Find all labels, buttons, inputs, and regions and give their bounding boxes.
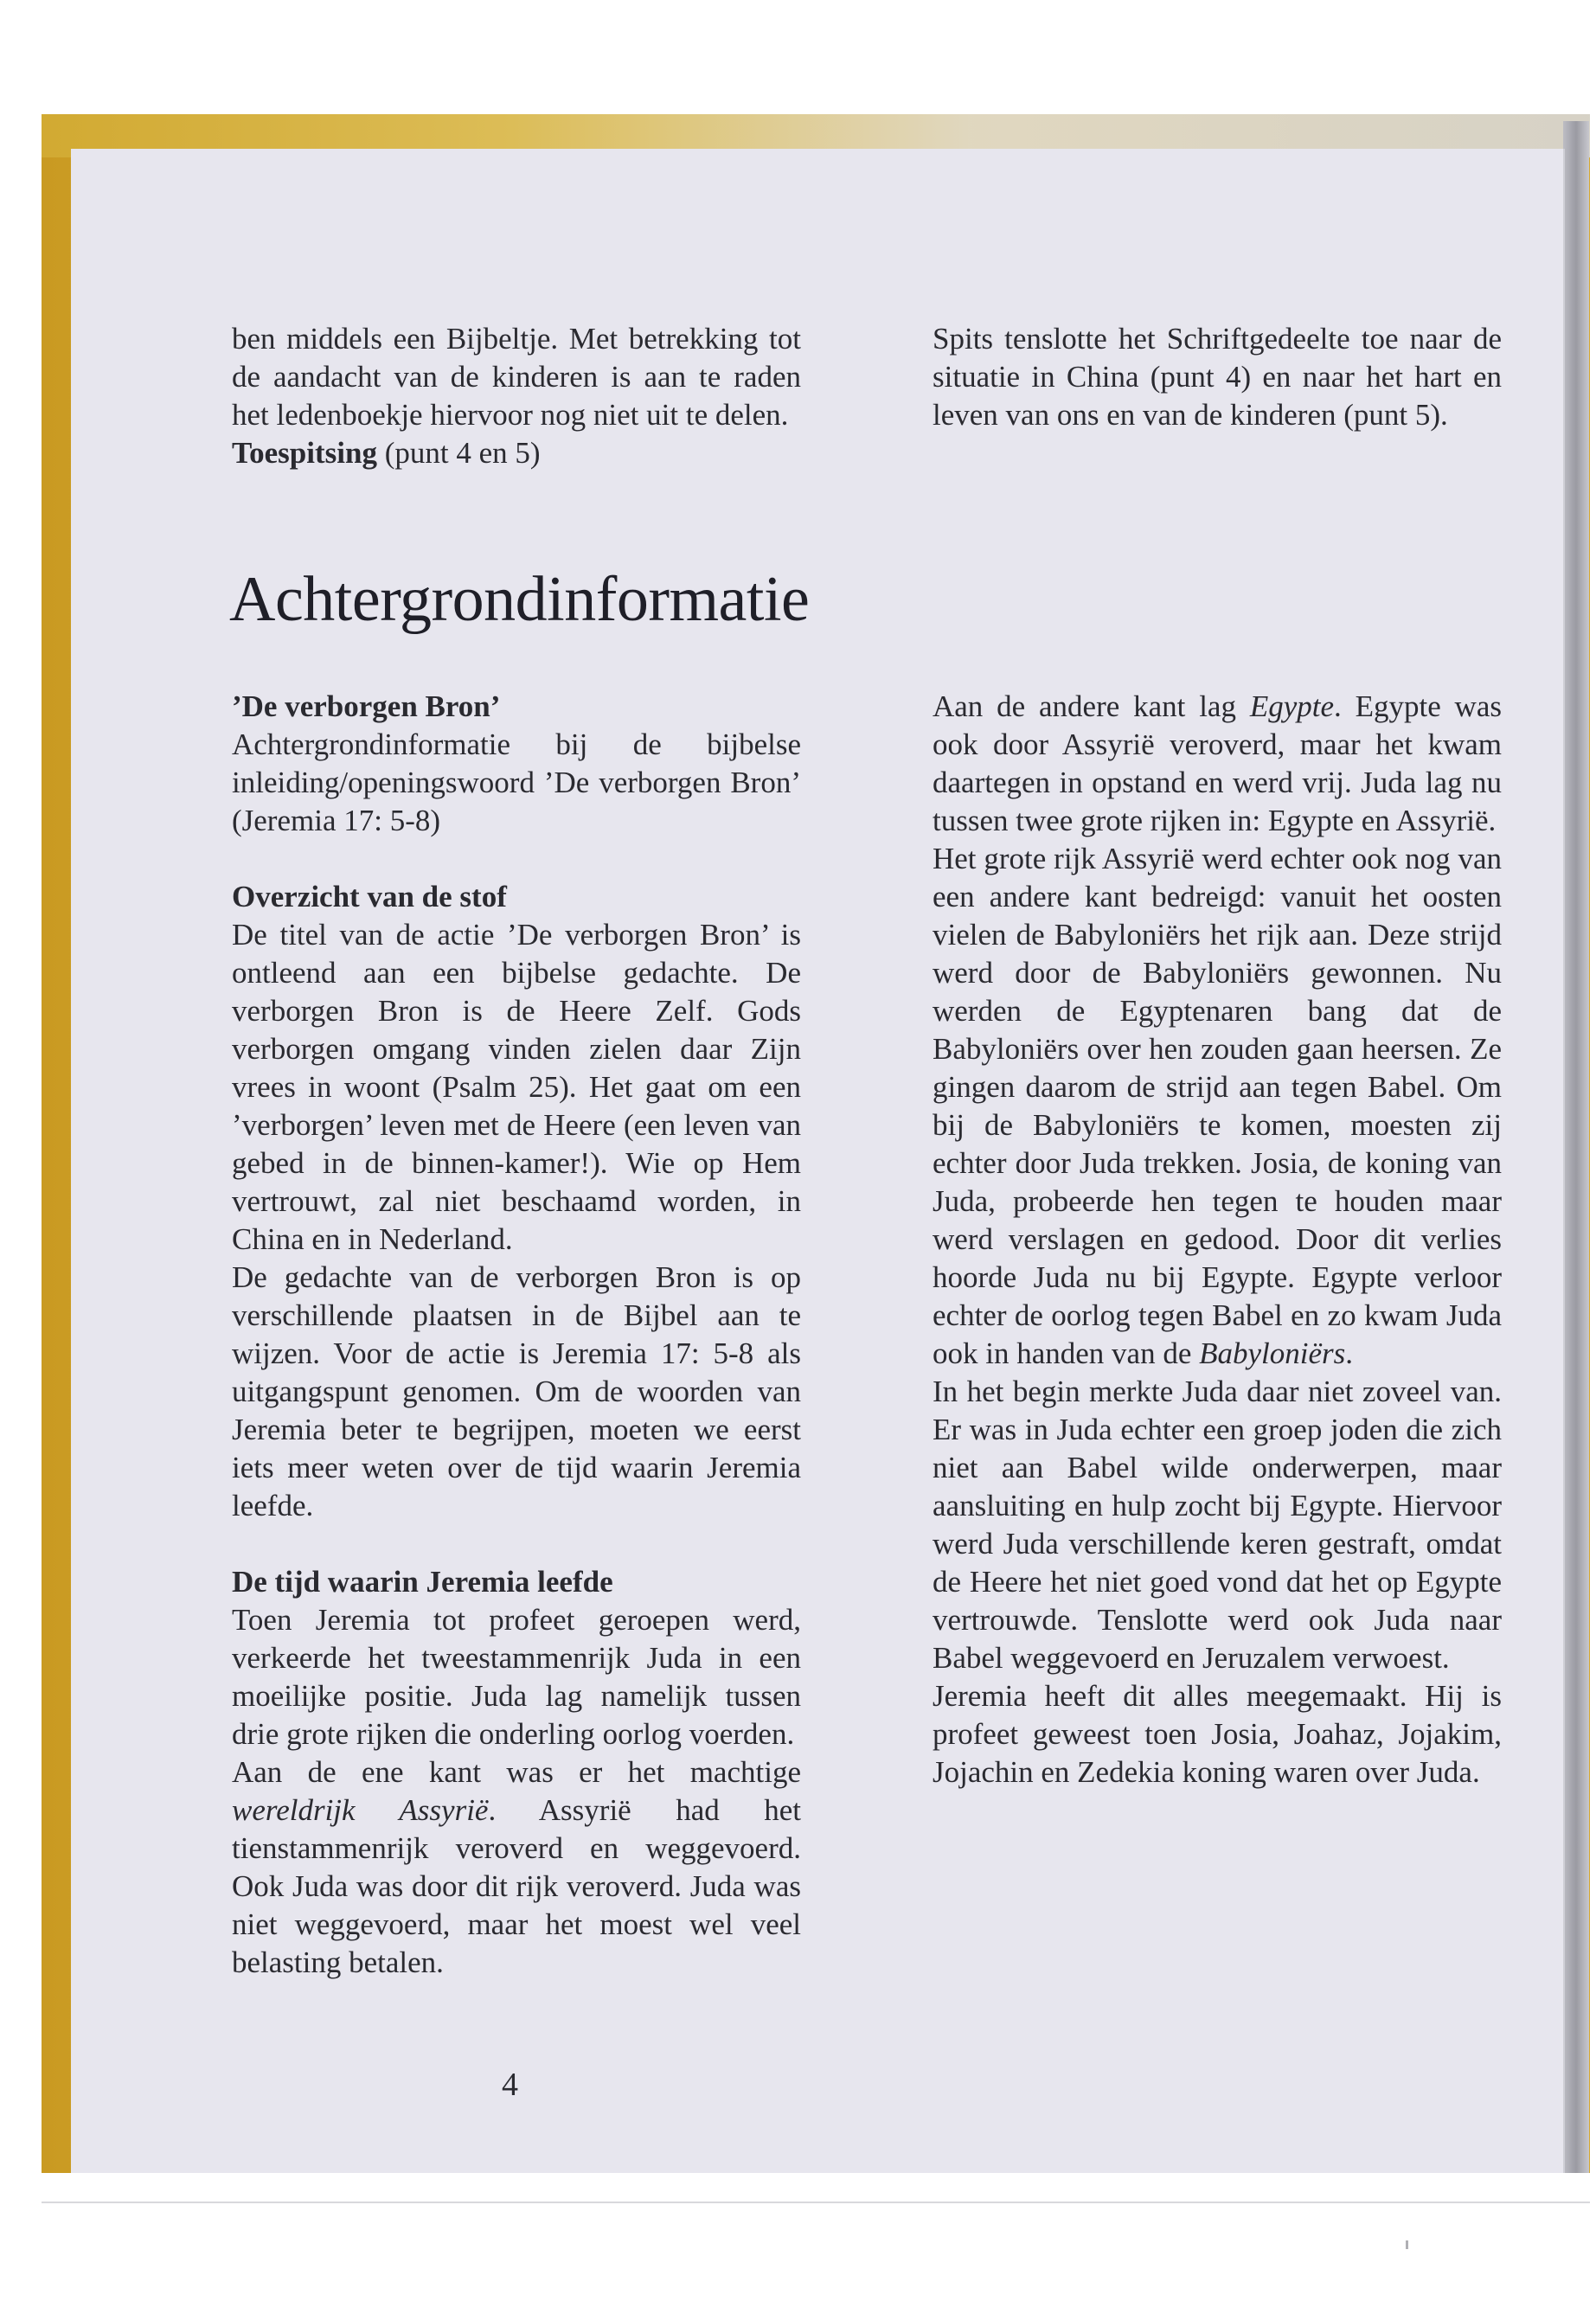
tijd-p2-a: Aan de ene kant was er het machtige: [232, 1755, 801, 1789]
scan-bottom-line: [42, 2202, 1590, 2203]
overzicht-paragraph-1: De titel van de actie ’De verborgen Bron’ is ontleend aan een bijbelse gedachte. De verborgen Bron is de Heere Zelf. Gods verborgen omgang vinden zielen daar Zijn vrees in woont (Psalm 25). Het gaat om een ’verborgen’ leven met de Heere (een leven van gebed in de binnen-kamer!). Wie op Hem vertrouwt, zal niet beschaamd worden, in China en in Nederland.: [232, 918, 801, 1256]
bron-title: ’De verborgen Bron’: [232, 689, 501, 723]
tijd-p2-b: . Assyrië had het tienstammenrijk veroverd en weggevoerd. Ook Juda was door dit rijk veroverd. Juda was niet weggevoerd, maar het moest wel veel belasting betalen.: [232, 1793, 802, 1979]
page-number: 4: [502, 2067, 518, 2103]
right-paragraph-3: In het begin merkte Juda daar niet zoveel van. Er was in Juda echter een groep joden die zich niet aan Babel wilde onderwerpen, maar aansluiting en hulp zocht bij Egypte. Hiervoor werd Juda verschillende keren gestraft, omdat de Heere het niet goed vond dat het op Egypte vertrouwde. Tenslotte werd ook Juda naar Babel weggevoerd en Jeruzalem verwoest.: [933, 1375, 1502, 1675]
overzicht-title: Overzicht van de stof: [232, 880, 507, 913]
tijd-paragraph-2: [232, 1753, 801, 1982]
tijd-p2-em: wereldrijk Assyrië: [232, 1793, 489, 1827]
scan-speck: [1406, 2240, 1408, 2249]
right-paragraph-1: [933, 688, 1502, 840]
tijd-paragraph-1: Toen Jeremia tot profeet geroepen werd, verkeerde het tweestammenrijk Juda in een moeilijke positie. Juda lag namelijk tussen drie grote rijken die onderling oorlog voerden.: [232, 1603, 801, 1751]
overzicht-paragraph-2: De gedachte van de verborgen Bron is op verschillende plaatsen in de Bijbel aan te wijzen. Voor de actie is Jeremia 17: 5-8 als uitgangspunt genomen. Om de woorden van Jeremia beter te begrijpen, moeten we eerst iets meer weten over de tijd waarin Jeremia leefde.: [232, 1260, 801, 1522]
right-p2-em: Babyloniërs: [1199, 1336, 1346, 1370]
toespitsing-line: [232, 434, 801, 472]
tijd-title: De tijd waarin Jeremia leefde: [232, 1565, 613, 1599]
bron-text: Achtergrondinformatie bij de bijbelse inleiding/openingswoord ’De verborgen Bron’ (Jeremia 17: 5-8): [232, 727, 801, 837]
booklet-spine-edge: [1563, 121, 1589, 2173]
spits-paragraph: Spits tenslotte het Schriftgedeelte toe naar de situatie in China (punt 4) en naar het hart en leven van ons en van de kinderen (punt 5).: [933, 322, 1502, 432]
intro-paragraph: ben middels een Bijbeltje. Met betrekking tot de aandacht van de kinderen is aan te raden het ledenboekje hiervoor nog niet uit te delen.: [232, 322, 801, 432]
right-paragraph-4: Jeremia heeft dit alles meegemaakt. Hij is profeet geweest toen Josia, Joahaz, Jojakim, Jojachin en Zedekia koning waren over Juda.: [933, 1679, 1502, 1789]
left-column: [232, 688, 801, 1982]
right-p1-em: Egypte: [1249, 689, 1334, 723]
right-column: [933, 688, 1502, 1791]
page-title: Achtergrondinformatie: [229, 564, 810, 635]
right-p1-b: . Egypte was ook door Assyrië veroverd, maar het kwam daartegen in opstand en werd vrij. Juda lag nu tussen twee grote rijken in: Egypte en Assyrië.: [933, 689, 1502, 837]
right-p2-b: .: [1345, 1336, 1354, 1370]
top-left-text: [232, 320, 801, 472]
spacer: [232, 1525, 801, 1563]
right-paragraph-2: [933, 840, 1502, 1373]
top-right-text: [933, 320, 1502, 434]
toespitsing-rest: (punt 4 en 5): [376, 436, 541, 470]
right-p2-a: Het grote rijk Assyrië werd echter ook nog van een andere kant bedreigd: vanuit het oosten vielen de Babyloniërs het rijk aan. Deze strijd werd door de Babyloniërs gewonnen. Nu werden de Egyptenaren bang dat de Babyloniërs over hen zouden gaan heersen. Ze gingen daarom de strijd aan tegen Babel. Om bij de Babyloniërs te komen, moesten zij echter door Juda trekken. Josia, de koning van Juda, probeerde hen tegen te houden maar werd verslagen en gedood. Door dit verlies hoorde Juda nu bij Egypte. Egypte verloor echter de oorlog tegen Babel en zo kwam Juda ook in handen van de: [933, 842, 1502, 1370]
toespitsing-label: Toespitsing: [232, 436, 377, 470]
right-p1-a: Aan de andere kant lag: [933, 689, 1250, 723]
spacer: [232, 840, 801, 878]
